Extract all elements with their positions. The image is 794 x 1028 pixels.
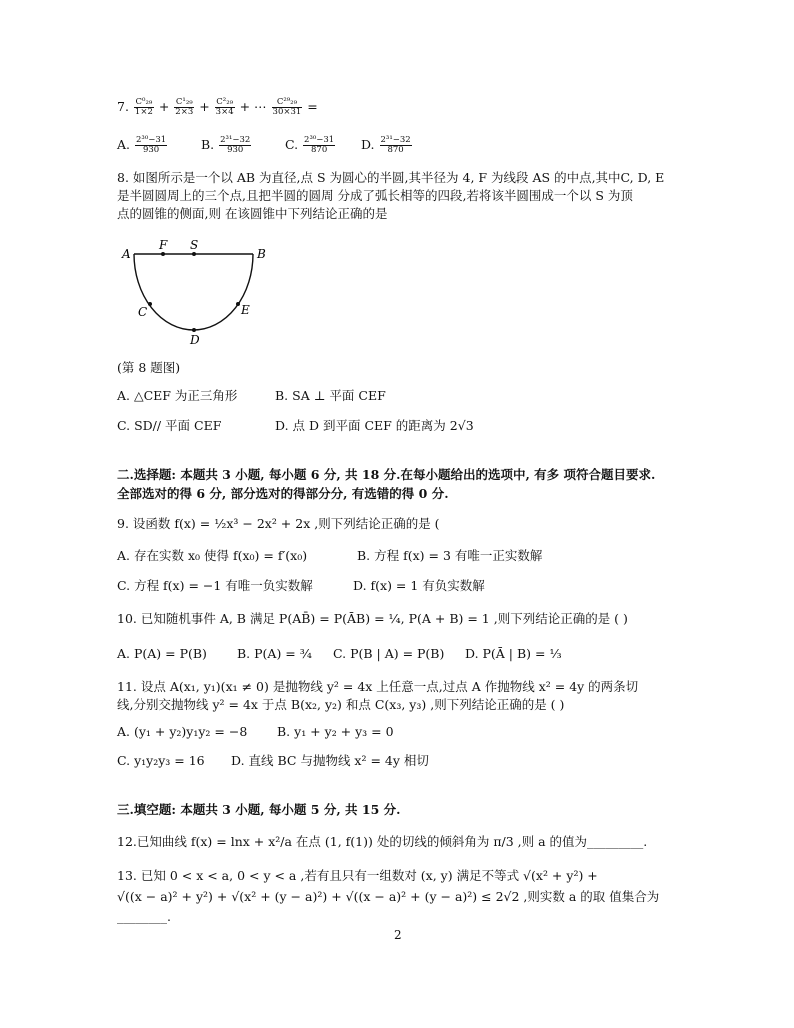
section-2-heading-line-1: 二.选择题: 本题共 3 小题, 每小题 6 分, 共 18 分.在每小题给出的选项中, 有多 项符合题目要求. xyxy=(117,467,656,482)
q7-option-b: B. $\frac{\text{2³¹−32}}{930}$ xyxy=(200,135,251,155)
q9-option-d: D. f(x) = 1 有负实数解 xyxy=(353,578,485,593)
q7-options xyxy=(117,136,413,155)
q7-option-c: C. $\frac{\text{2³⁰−31}}{870}$ xyxy=(284,135,335,155)
point-c xyxy=(148,302,152,306)
q9-stem: 9. 设函数 f(x) = ½x³ − 2x² + 2x ,则下列结论正确的是 ( xyxy=(117,516,440,531)
q8-line-3: 点的圆锥的侧面,则 在该圆锥中下列结论正确的是 xyxy=(117,206,388,221)
label-s: S xyxy=(190,238,199,252)
label-f: F xyxy=(159,238,168,252)
q7-stem: 7. $\frac{\text{C⁰₂₉}}{1\times 2}$ + $\frac{\text{C¹₂₉}}{2\times 3}$ + $\frac{\text{C²₂₉}}{3\times 4}$ + ⋯ $\frac{\text{C²⁹₂₉}}{30\times 31}$ = xyxy=(117,97,318,117)
q9-option-a: A. 存在实数 x₀ 使得 f(x₀) = f′(x₀) xyxy=(117,548,308,563)
q11-options-row-1 xyxy=(117,724,394,740)
q8-option-d: D. 点 D 到平面 CEF 的距离为 2√3 xyxy=(275,418,474,433)
q7-term-3: $\frac{\text{C²₂₉}}{3\times 4}$ xyxy=(215,97,234,117)
q7-option-d: D. $\frac{\text{2³¹−32}}{870}$ xyxy=(360,135,411,155)
point-e xyxy=(236,302,240,306)
section-3-heading: 三.填空题: 本题共 3 小题, 每小题 5 分, 共 15 分. xyxy=(117,802,401,817)
q9-option-b: B. 方程 f(x) = 3 有唯一正实数解 xyxy=(357,548,543,563)
q7-option-a: A. $\frac{\text{2³⁰−31}}{930}$ xyxy=(117,135,167,155)
section-2-heading-line-2: 全部选对的得 6 分, 部分选对的得部分分, 有选错的得 0 分. xyxy=(117,486,449,501)
q7-number: 7. xyxy=(117,99,129,114)
q10-stem: 10. 已知随机事件 A, B 满足 P(AB̄) = P(ĀB) = ¼, P(A + B) = 1 ,则下列结论正确的是 ( ) xyxy=(117,611,628,626)
label-a: A xyxy=(122,247,131,261)
q7-term-4: $\frac{\text{C²⁹₂₉}}{30\times 31}$ xyxy=(272,97,302,117)
point-f xyxy=(161,252,165,256)
q11-option-c: C. y₁y₂y₃ = 16 xyxy=(117,753,205,768)
q13-line-2: √((x − a)² + y²) + √(x² + (y − a)²) + √((x − a)² + (y − a)²) ≤ 2√2 ,则实数 a 的取 值集合为 xyxy=(117,889,660,904)
q11-line-2: 线,分别交抛物线 y² = 4x 于点 B(x₂, y₂) 和点 C(x₃, y₃) ,则下列结论正确的是 ( ) xyxy=(117,697,565,712)
point-s xyxy=(192,252,196,256)
q7-term-2: $\frac{\text{C¹₂₉}}{2\times 3}$ xyxy=(175,97,194,117)
q8-option-b: B. SA ⊥ 平面 CEF xyxy=(275,388,386,403)
q8-options-row-1 xyxy=(117,388,386,404)
q8-option-a: A. △CEF 为正三角形 xyxy=(117,388,238,403)
label-b: B xyxy=(257,247,266,261)
q8-option-c: C. SD// 平面 CEF xyxy=(117,418,222,433)
q13-line-1: 13. 已知 0 < x < a, 0 < y < a ,若有且只有一组数对 (x, y) 满足不等式 √(x² + y²) + xyxy=(117,868,598,883)
q9-option-c: C. 方程 f(x) = −1 有唯一负实数解 xyxy=(117,578,313,593)
label-c: C xyxy=(138,305,148,319)
q9-options-row-2 xyxy=(117,578,485,594)
q8-line-2: 是半圆圆周上的三个点,且把半圆的圆周 分成了弧长相等的四段,若将该半圆围成一个以 S 为顶 xyxy=(117,188,633,203)
q8-figure-caption: (第 8 题图) xyxy=(117,360,181,375)
q11-option-a: A. (y₁ + y₂)y₁y₂ = −8 xyxy=(117,724,248,739)
label-d: D xyxy=(190,333,200,347)
q8-semicircle-figure xyxy=(117,238,277,348)
q10-options xyxy=(117,646,562,662)
q11-line-1: 11. 设点 A(x₁, y₁)(x₁ ≠ 0) 是抛物线 y² = 4x 上任意一点,过点 A 作抛物线 x² = 4y 的两条切 xyxy=(117,679,639,694)
q11-option-d: D. 直线 BC 与抛物线 x² = 4y 相切 xyxy=(231,753,429,768)
point-d xyxy=(192,328,196,332)
q10-option-d: D. P(Ā | B) = ⅓ xyxy=(465,646,562,661)
q10-option-a: A. P(A) = P(B) xyxy=(117,646,207,661)
q7-equals: = xyxy=(307,99,318,114)
q12-stem: 12.已知曲线 f(x) = lnx + x²/a 在点 (1, f(1)) 处的切线的倾斜角为 π/3 ,则 a 的值为_________. xyxy=(117,834,648,849)
label-e: E xyxy=(241,303,250,317)
q10-option-c: C. P(B | A) = P(B) xyxy=(333,646,445,661)
q7-term-1: $\frac{\text{C⁰₂₉}}{1\times 2}$ xyxy=(134,97,153,117)
q9-options-row-1 xyxy=(117,548,542,564)
q13-line-3: ________. xyxy=(117,909,171,924)
q10-option-b: B. P(A) = ¾ xyxy=(237,646,312,661)
q8-line-1: 8. 如图所示是一个以 AB 为直径,点 S 为圆心的半圆,其半径为 4, F 为线段 AS 的中点,其中C, D, E xyxy=(117,170,665,185)
q8-options-row-2 xyxy=(117,418,474,434)
page-number: 2 xyxy=(394,928,402,942)
semicircle-arc xyxy=(134,254,253,330)
q11-option-b: B. y₁ + y₂ + y₃ = 0 xyxy=(277,724,394,739)
q11-options-row-2 xyxy=(117,753,429,769)
